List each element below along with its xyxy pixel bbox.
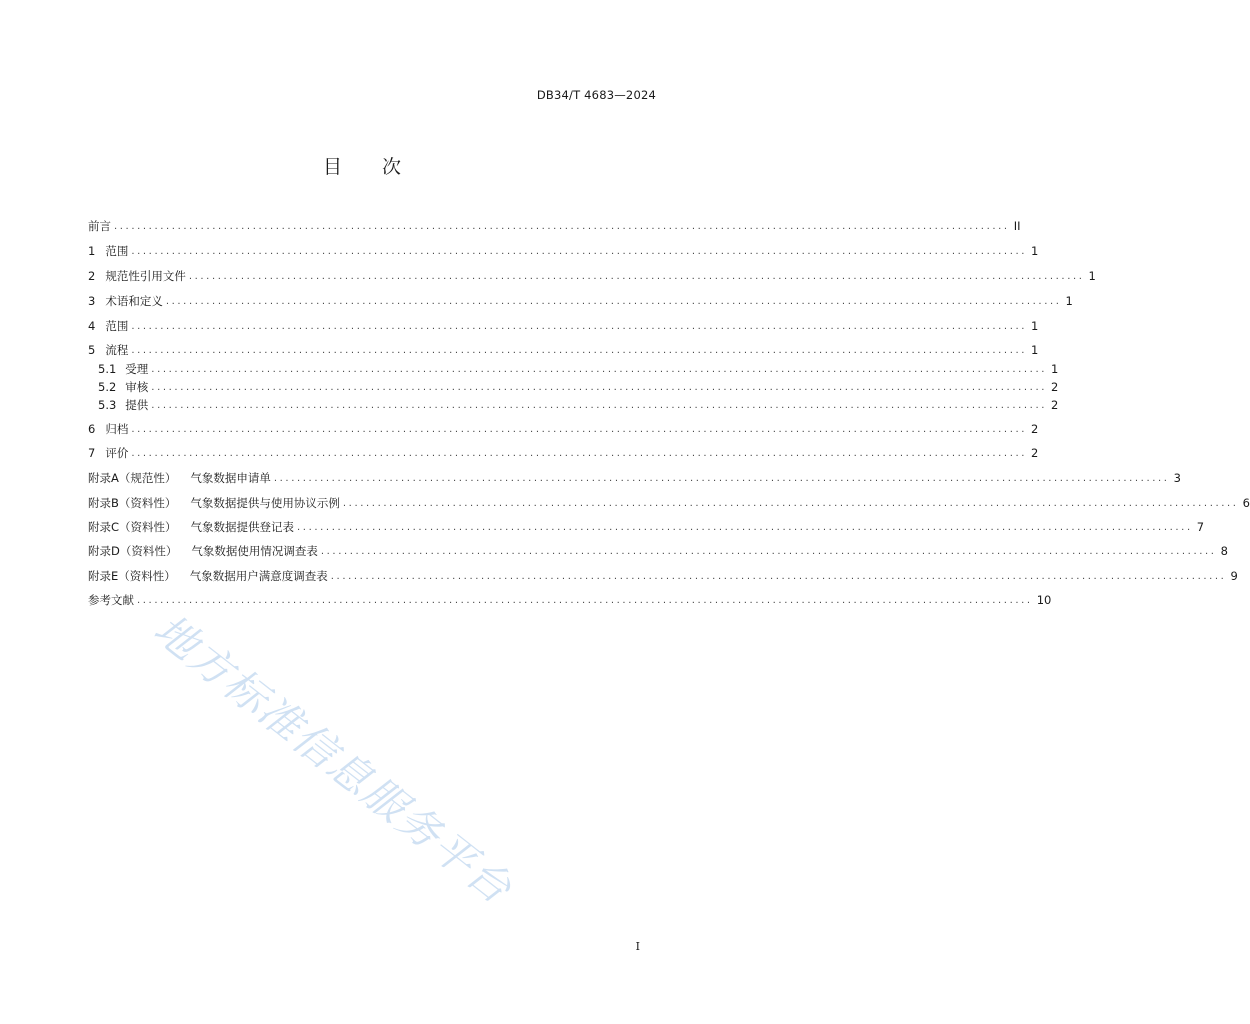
toc-entry-review[interactable] — [98, 377, 1059, 397]
toc-leader-dots: ........................................................................................................................................................... — [151, 364, 1047, 375]
toc-entry-label: 提供 — [125, 398, 149, 412]
toc-leader-dots: ........................................................................................................................................................... — [165, 296, 1062, 307]
toc-entry-label: 气象数据申请单 — [190, 471, 271, 485]
toc-entry-label: 气象数据提供登记表 — [190, 520, 295, 534]
toc-entry-label: 评价 — [105, 446, 129, 460]
toc-leader-dots: ........................................................................................................................................................... — [297, 522, 1193, 533]
toc-entry-number: 附录A（规范性） — [88, 471, 177, 485]
toc-leader-dots: ........................................................................................................................................................... — [273, 473, 1170, 484]
toc-entry-label: 气象数据提供与使用协议示例 — [190, 496, 340, 510]
toc-leader-dots: ........................................................................................................................................................... — [131, 448, 1028, 459]
page-title-second: 次 — [382, 156, 402, 178]
watermark-text: 地方标准信息服务平台 — [144, 604, 522, 914]
page-title — [0, 152, 724, 179]
toc-entry-page: 10 — [1036, 593, 1052, 607]
toc-entry-page: 7 — [1196, 520, 1205, 534]
toc-leader-dots: ........................................................................................................................................................... — [131, 321, 1028, 332]
toc-entry-number: 5.2 — [98, 380, 117, 394]
toc-entry-archiving[interactable] — [88, 419, 1039, 439]
toc-leader-dots: ........................................................................................................................................................... — [131, 424, 1028, 435]
toc-entry-page: 2 — [1031, 422, 1039, 436]
toc-entry-number: 5.3 — [98, 398, 117, 412]
toc-entry-label: 术语和定义 — [105, 294, 163, 308]
toc-entry-label: 前言 — [88, 219, 111, 233]
toc-leader-dots: ........................................................................................................................................................... — [320, 546, 1217, 557]
toc-entry-number: 附录C（资料性） — [88, 520, 177, 534]
toc-entry-label: 规范性引用文件 — [105, 269, 186, 283]
toc-entry-number: 5 — [88, 343, 96, 357]
toc-entry-label: 气象数据用户满意度调查表 — [189, 569, 328, 583]
toc-entry-page: 1 — [1065, 294, 1073, 308]
toc-leader-dots: ........................................................................................................................................................... — [131, 345, 1028, 356]
toc-entry-page: 1 — [1051, 362, 1059, 376]
toc-leader-dots: ........................................................................................................................................................... — [151, 400, 1047, 411]
toc-entry-normative-references[interactable] — [88, 266, 1096, 286]
toc-entry-number: 7 — [88, 446, 96, 460]
toc-entry-page: 1 — [1031, 244, 1039, 258]
toc-entry-number: 5.1 — [98, 362, 117, 376]
toc-entry-evaluation[interactable] — [88, 443, 1039, 463]
toc-entry-number: 6 — [88, 422, 96, 436]
toc-leader-dots: ........................................................................................................................................................... — [151, 382, 1047, 393]
toc-leader-dots: ........................................................................................................................................................... — [137, 595, 1033, 606]
toc-entry-number: 附录D（资料性） — [88, 544, 178, 558]
toc-entry-label: 范围 — [105, 319, 129, 333]
toc-entry-page: 6 — [1242, 496, 1250, 510]
toc-entry-page: 8 — [1220, 544, 1228, 558]
toc-entry-page: 2 — [1051, 380, 1059, 394]
toc-entry-page: 1 — [1031, 343, 1039, 357]
toc-entry-number: 4 — [88, 319, 96, 333]
toc-entry-label: 范围 — [105, 244, 129, 258]
toc-entry-scope[interactable] — [88, 241, 1039, 261]
toc-entry-process[interactable] — [88, 340, 1039, 360]
toc-entry-terms-definitions[interactable] — [88, 291, 1073, 311]
page-title-first: 目 — [322, 156, 342, 178]
toc-entry-appendix-e[interactable] — [88, 566, 1238, 586]
toc-entry-label: 流程 — [105, 343, 129, 357]
toc-entry-provision[interactable] — [98, 395, 1059, 415]
toc-entry-number: 2 — [88, 269, 96, 283]
toc-leader-dots: ........................................................................................................................................................... — [330, 571, 1227, 582]
toc-entry-label: 参考文献 — [88, 593, 134, 607]
toc-entry-appendix-c[interactable] — [88, 517, 1205, 537]
toc-leader-dots: ........................................................................................................................................................... — [342, 498, 1239, 509]
toc-entry-label: 气象数据使用情况调查表 — [191, 544, 318, 558]
toc-entry-page: 9 — [1230, 569, 1238, 583]
toc-entry-label: 审核 — [125, 380, 149, 394]
toc-entry-foreword[interactable] — [88, 216, 1021, 236]
toc-entry-number: 附录E（资料性） — [88, 569, 176, 583]
toc-entry-appendix-b[interactable] — [88, 493, 1250, 513]
page-number: I — [635, 940, 640, 953]
toc-leader-dots: ........................................................................................................................................................... — [114, 221, 1010, 232]
toc-entry-label: 受理 — [125, 362, 149, 376]
toc-entry-page: 2 — [1031, 446, 1039, 460]
toc-entry-bibliography[interactable] — [88, 590, 1052, 610]
standard-code: DB34/T 4683—2024 — [536, 88, 656, 102]
toc-entry-label: 归档 — [105, 422, 129, 436]
toc-entry-page: 2 — [1051, 398, 1059, 412]
toc-entry-appendix-a[interactable] — [88, 468, 1181, 488]
toc-entry-page: 1 — [1088, 269, 1096, 283]
toc-leader-dots: ........................................................................................................................................................... — [131, 246, 1028, 257]
toc-entry-appendix-d[interactable] — [88, 541, 1228, 561]
toc-entry-page: 1 — [1031, 319, 1039, 333]
toc-entry-number: 3 — [88, 294, 96, 308]
toc-entry-number: 附录B（资料性） — [88, 496, 177, 510]
toc-entry-acceptance[interactable] — [98, 359, 1059, 379]
toc-entry-page: 3 — [1173, 471, 1181, 485]
toc-entry-page: II — [1013, 219, 1021, 233]
toc-leader-dots: ........................................................................................................................................................... — [188, 271, 1085, 282]
toc-entry-scope-2[interactable] — [88, 316, 1039, 336]
toc-entry-number: 1 — [88, 244, 96, 258]
